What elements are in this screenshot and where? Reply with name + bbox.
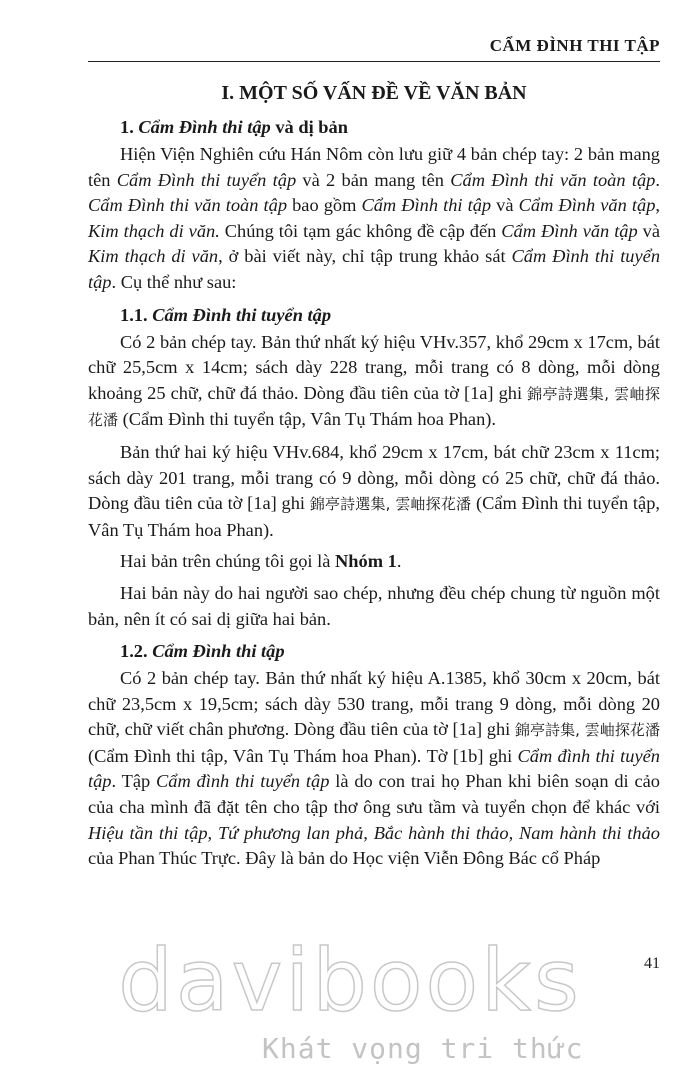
page-number: 41 <box>644 955 660 972</box>
paragraph-1-1-d: Hai bản này do hai người sao chép, nhưng đều chép chung từ nguồn một bản, nên ít có sai dị giữa hai bản. <box>88 582 660 629</box>
heading-1: 1. Cẩm Đình thi tập và dị bản <box>120 117 348 137</box>
page-body <box>88 80 660 878</box>
paragraph-1-1-b: Bản thứ hai ký hiệu VHv.684, khổ 29cm x 17cm, bát chữ 23cm x 11cm; sách dày 201 trang, mỗi trang có 9 dòng, mỗi dòng có 25 chữ, chữ đá thảo. Dòng đầu tiên của tờ [1a] ghi 錦亭詩選集, 雲岫探花潘 (Cẩm Đình thi tuyển tập, Vân Tụ Thám hoa Phan). <box>88 441 660 540</box>
watermark-slogan: Khát vọng tri thức <box>262 1032 584 1065</box>
section-title: I. MỘT SỐ VẤN ĐỀ VỀ VĂN BẢN <box>221 82 527 104</box>
watermark-brand: davibooks <box>118 931 582 1031</box>
paragraph-1-1-a: Có 2 bản chép tay. Bản thứ nhất ký hiệu VHv.357, khổ 29cm x 17cm, bát chữ 25,5cm x 14cm; sách dày 228 trang, mỗi trang có 8 dòng, mỗi dòng khoảng 25 chữ, chữ đá thảo. Dòng đầu tiên của tờ [1a] ghi 錦亭詩選集, 雲岫探花潘 (Cẩm Đình thi tuyển tập, Vân Tụ Thám hoa Phan). <box>88 331 660 430</box>
heading-1-1: 1.1. Cẩm Đình thi tuyển tập <box>120 304 332 325</box>
paragraph-1-2-a: Có 2 bản chép tay. Bản thứ nhất ký hiệu A.1385, khổ 30cm x 20cm, bát chữ 23,5cm x 19,5cm; sách dày 530 trang, mỗi trang 9 dòng, mỗi dòng 20 chữ, chữ viết chân phương. Dòng đầu tiên của tờ [1a] ghi 錦亭詩集, 雲岫探花潘 (Cẩm Đình thi tập, Vân Tụ Thám hoa Phan). Tờ [1b] ghi Cẩm đình thi tuyển tập. Tập Cẩm đình thi tuyển tập là do con trai họ Phan khi biên soạn di cảo của cha mình đã đặt tên cho tập thơ ông sưu tầm và tuyển chọn để khác với Hiệu tần thi tập, Tứ phương lan phả, Bắc hành thi thảo, Nam hành thi thảo của Phan Thúc Trực. Đây là bản do Học viện Viễn Đông Bác cổ Pháp <box>88 668 660 869</box>
heading-1-2: 1.2. Cẩm Đình thi tập <box>120 641 285 662</box>
paragraph-1-1-c: Hai bản trên chúng tôi gọi là Nhóm 1. <box>120 551 402 572</box>
running-head: CẨM ĐÌNH THI TẬP <box>88 36 660 62</box>
paragraph-1: Hiện Viện Nghiên cứu Hán Nôm còn lưu giữ 4 bản chép tay: 2 bản mang tên Cẩm Đình thi tuyển tập và 2 bản mang tên Cẩm Đình thi văn toàn tập. Cẩm Đình thi văn toàn tập bao gồm Cẩm Đình thi tập và Cẩm Đình văn tập, Kim thạch di văn. Chúng tôi tạm gác không đề cập đến Cẩm Đình văn tập và Kim thạch di văn, ở bài viết này, chỉ tập trung khảo sát Cẩm Đình thi tuyển tập. Cụ thể như sau: <box>88 144 661 292</box>
